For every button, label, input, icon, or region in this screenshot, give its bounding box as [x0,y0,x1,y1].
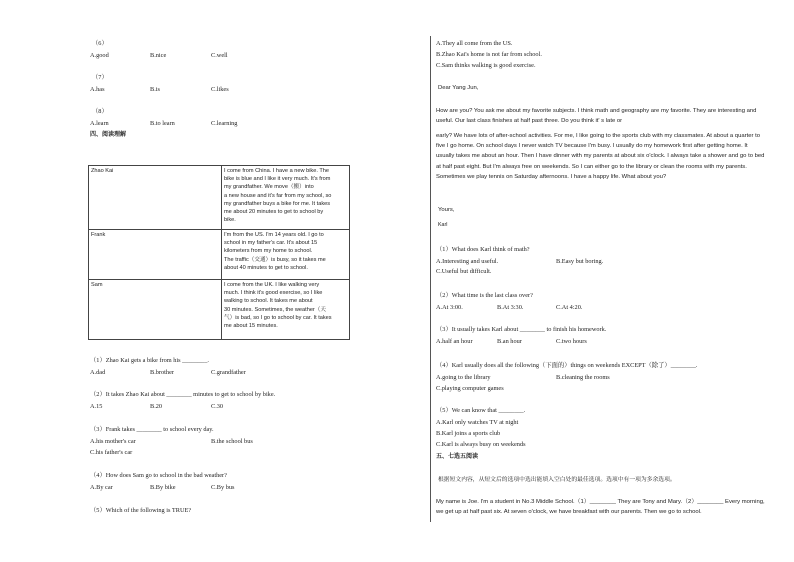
left-q3-option-c: C.his father's car [90,449,133,456]
right-q4-option-b: B.cleaning the rooms [556,374,610,381]
right-q1-option-a: A.Interesting and useful. [436,258,499,265]
left-q1-stem: （1）Zhao Kai gets a bike from his ________. [90,357,209,364]
left-q4-stem: （4）How does Sam go to school in the bad weather? [90,472,227,479]
item-8-option-a: A.learn [90,120,109,127]
table-cell-name: Frank [89,230,222,280]
item-6-option-a: A.good [90,52,109,59]
right-q5-ans-b: B.Karl joins a sports club [436,430,501,437]
left-q3-option-a: A.his mother's car [90,438,136,445]
left-q1-option-b: B.brother [150,369,174,376]
column-divider [430,36,431,522]
right-q2-option-c: C.At 4:20. [556,304,583,311]
right-q5-option-c: C.Sam thinks walking is good exercise. [436,62,536,69]
left-q4-option-a: A.By car [90,484,113,491]
table-cell-name: Sam [89,280,222,340]
letter-greeting: Dear Yang Jun, [438,85,479,91]
left-q1-option-c: C.grandfather [211,369,246,376]
left-q3-stem: （3）Frank takes ________ to school every day. [90,426,214,433]
right-q5-option-a: A.They all come from the US. [436,40,513,47]
item-7-number: （7） [92,74,108,81]
item-6-option-b: B.nice [150,52,167,59]
right-q2-stem: （2）What time is the last class over? [436,292,533,299]
letter-closing: Yours, [438,207,455,213]
right-q2-option-a: A.At 3:00. [436,304,463,311]
right-q5-ans-a: A.Karl only watches TV at night [436,419,519,426]
item-7-option-b: B.is [150,86,160,93]
left-q2-option-b: B.20 [150,403,163,410]
section-5-heading: 五、七选五阅读 [436,453,479,460]
right-q4-stem: （4）Karl usually does all the following（下面的）things on weekends EXCEPT（除了）________. [436,362,698,369]
left-q3-option-b: B.the school bus [211,438,253,445]
table-cell-name: Zhao Kai [89,166,222,230]
table-row [89,280,350,340]
item-8-option-b: B.to learn [150,120,175,127]
item-7-option-a: A.has [90,86,105,93]
left-q5-stem: （5）Which of the following is TRUE? [90,507,192,514]
right-q3-option-a: A.half an hour [436,338,473,345]
table-row [89,230,350,280]
item-6-option-c: C.well [211,52,228,59]
right-q1-option-c: C.Useful but difficult. [436,268,492,275]
right-q4-option-a: A.going to the library [436,374,491,381]
item-6-number: （6） [92,40,108,47]
table-cell-text: I'm from the US. I'm 14 years old. I go to school in my father's car. It's about 15 kilometers from my home to school. The traffic（交通）is busy, so it takes me about 40 minutes to get to school. [222,230,350,280]
right-q4-option-c: C.playing computer games [436,385,504,392]
left-q4-option-c: C.By bus [211,484,235,491]
left-q4-option-b: B.By bike [150,484,176,491]
right-q5-stem: （5）We can know that ________. [436,407,526,414]
left-q2-option-a: A.15 [90,403,103,410]
right-q1-stem: （1）What does Karl think of math? [436,246,530,253]
right-q5-option-b: B.Zhao Kai's home is not far from school. [436,51,542,58]
students-table [88,165,350,340]
right-q3-stem: （3）It usually takes Karl about ________ to finish his homework. [436,326,607,333]
table-cell-text: I come from China. I have a new bike. The bike is blue and I like it very much. It's from my grandfather. We move（搬）into a new house and it's far from my school, so my grandfather buys a bike for me. It takes me about 20 minutes to get to school by bike. [222,166,350,230]
letter-signature: Karl [438,222,448,228]
right-q3-option-b: B.an hour [497,338,522,345]
left-q2-stem: （2）It takes Zhao Kai about ________ minutes to get to school by bike. [90,391,276,398]
letter-paragraph-1: How are you? You ask me about my favorite subjects. I think math and geography are my favorite. They are interesting and useful. Our last class finishes at half past three. Do you think it' s late or [436,108,757,125]
item-8-number: （8） [92,108,108,115]
letter-paragraph-2: early? We have lots of after-school activities. For me, I like going to the sports club with my classmates. At about a quarter to five I go home. On school days I never watch TV because I'm busy. I usually do my homework first after getting home. It usually takes me about an hour. Then I have dinner with my parents at about six o'clock. I always take a shower and go to bed at half past eight. But I'm always free on weekends. So I can either go to the library or clean the rooms with my parents. Sometimes we play tennis on Saturday afternoons. I have a happy life. What about you? [436,133,765,180]
section-5-instruction: 根据短文内容，从短文后的选项中选出能填入空白处的最佳选项。选项中有一项为多余选项。 [438,477,676,483]
item-7-option-c: C.likes [211,86,229,93]
section-4-heading: 四、阅读理解 [90,131,127,138]
right-q3-option-c: C.two hours [556,338,587,345]
right-q5-ans-c: C.Karl is always busy on weekends [436,441,526,448]
left-q1-option-a: A.dad [90,369,106,376]
left-q2-option-c: C.30 [211,403,224,410]
right-q2-option-b: B.At 3:30. [497,304,524,311]
table-row [89,166,350,230]
table-cell-text: I come from the UK. I like walking very much. I think it's good exercise, so I like walking to school. It takes me about 30 minutes. Sometimes, the weather（天 气）is bad, so I go to school by car. It takes me about 15 minutes. [222,280,350,340]
item-8-option-c: C.learning [211,120,238,127]
section-5-passage: My name is Joe. I'm a student in No.3 Middle School.（1）________ They are Tony and Mary.（2）________ Every morning, we get up at half past six. At seven o'clock, we have breakfast with our parents. Then we go to school. [436,499,765,516]
right-q1-option-b: B.Easy but boring. [556,258,604,265]
